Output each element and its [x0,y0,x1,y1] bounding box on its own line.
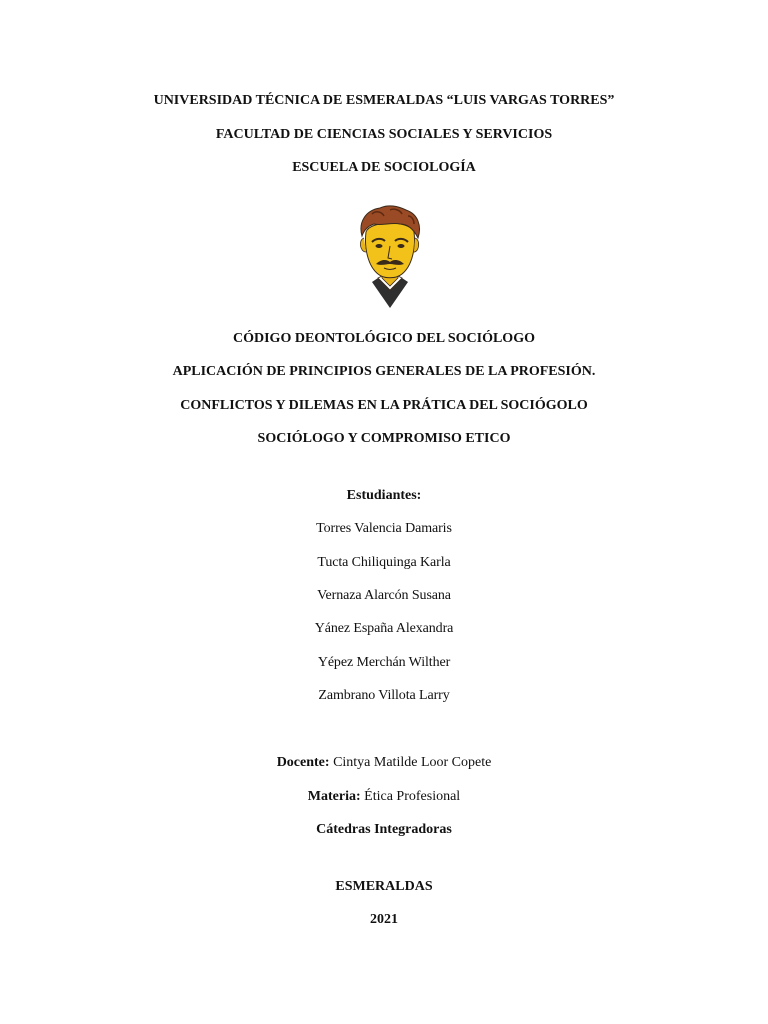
student-name: Vernaza Alarcón Susana [317,588,451,603]
title-line-3: CONFLICTOS Y DILEMAS EN LA PRÁTICA DEL SOCIÓGOLO [180,398,588,413]
student-name: Yépez Merchán Wilther [317,655,451,670]
teacher-value: Cintya Matilde Loor Copete [329,755,492,770]
university-name: UNIVERSIDAD TÉCNICA DE ESMERALDAS “LUIS VARGAS TORRES” [153,93,615,108]
chairs-line: Cátedras Integradoras [316,822,452,837]
university-emblem-portrait-icon [352,204,428,310]
students-label: Estudiantes: [346,488,422,503]
title-line-2: APLICACIÓN DE PRINCIPIOS GENERALES DE LA PROFESIÓN. [172,364,596,379]
year: 2021 [370,912,398,927]
school-name: ESCUELA DE SOCIOLOGÍA [292,160,476,175]
faculty-name: FACULTAD DE CIENCIAS SOCIALES Y SERVICIOS [215,127,553,142]
student-name: Zambrano Villota Larry [318,688,450,703]
subject-label: Materia: [307,789,361,804]
teacher-label: Docente: [276,755,330,770]
subject-value: Ética Profesional [360,789,461,804]
title-line-1: CÓDIGO DEONTOLÓGICO DEL SOCIÓLOGO [233,331,535,346]
student-name: Torres Valencia Damaris [316,521,452,536]
student-name: Tucta Chiliquinga Karla [317,555,451,570]
city: ESMERALDAS [335,879,433,894]
student-name: Yánez España Alexandra [314,621,454,636]
title-line-4: SOCIÓLOGO Y COMPROMISO ETICO [257,431,511,446]
teacher-line [0,754,768,772]
subject-line [0,788,768,806]
